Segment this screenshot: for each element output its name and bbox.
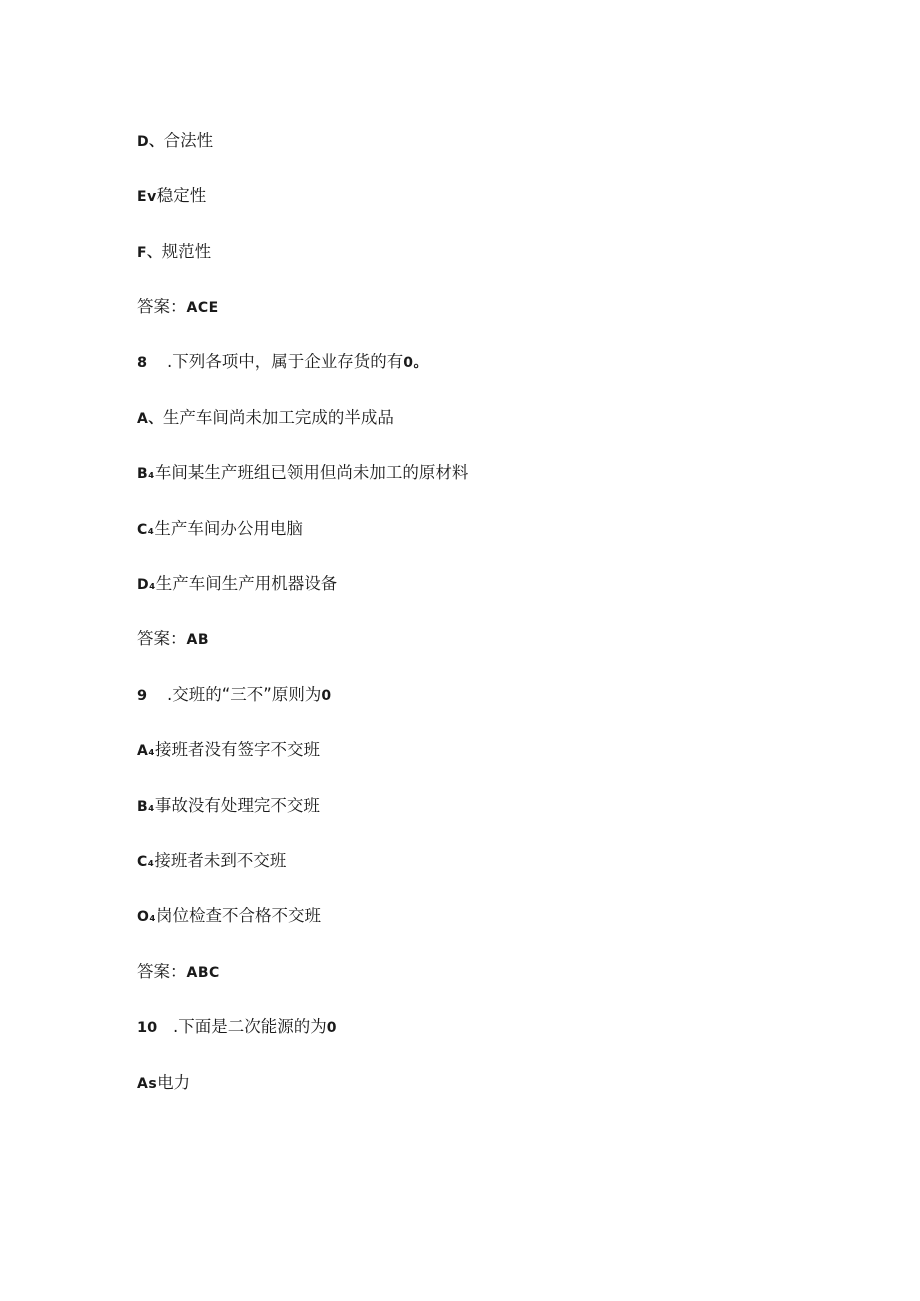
option-line [137, 850, 286, 873]
option-line [137, 905, 321, 928]
option-text: 规范性 [161, 242, 212, 261]
answer-label: 答案： [137, 297, 187, 316]
option-text: 车间某生产班组已领用但尚未加工的原材料 [154, 463, 469, 482]
option-text: 生产车间尚未加工完成的半成品 [162, 408, 394, 427]
question-blank: 0。 [403, 355, 428, 371]
question-text: .下面是二次能源的为 [173, 1017, 327, 1036]
question-blank: 0 [326, 1020, 337, 1036]
option-line [137, 573, 337, 596]
option-letter: B₄ [137, 466, 155, 482]
option-text: 生产车间生产用机器设备 [155, 574, 338, 593]
answer-value: ACE [186, 300, 219, 316]
option-text: 接班者未到不交班 [154, 851, 287, 870]
option-text: 事故没有处理完不交班 [154, 796, 320, 815]
option-letter: Ev [137, 189, 157, 205]
answer-line [137, 628, 209, 651]
option-letter: A、 [137, 411, 163, 427]
option-letter: C₄ [137, 854, 155, 870]
option-letter: A₄ [137, 743, 155, 759]
option-line [137, 130, 213, 153]
option-text: 接班者没有签字不交班 [154, 740, 320, 759]
answer-line [137, 961, 220, 984]
option-letter: O₄ [137, 909, 157, 925]
question-number: 8 [137, 355, 148, 371]
answer-line [137, 296, 219, 319]
option-line [137, 795, 320, 818]
answer-label: 答案： [137, 962, 187, 981]
question-blank: 0 [321, 688, 332, 704]
option-line [137, 185, 206, 208]
question-line [137, 684, 332, 707]
option-line [137, 1072, 190, 1095]
answer-label: 答案： [137, 629, 187, 648]
option-letter: D、 [137, 134, 164, 150]
question-text: .交班的“三不”原则为 [167, 685, 322, 704]
question-number: 9 [137, 688, 148, 704]
question-line [137, 1016, 337, 1039]
option-line [137, 462, 468, 485]
option-text: 合法性 [163, 131, 214, 150]
option-text: 生产车间办公用电脑 [154, 519, 303, 538]
option-letter: C₄ [137, 522, 155, 538]
option-text: 岗位检查不合格不交班 [156, 906, 322, 925]
option-line [137, 241, 211, 264]
option-text: 稳定性 [156, 186, 207, 205]
question-line [137, 351, 428, 374]
option-text: 电力 [157, 1073, 191, 1092]
option-line [137, 518, 303, 541]
question-text: .下列各项中，属于企业存货的有 [167, 352, 404, 371]
option-letter: As [137, 1076, 158, 1092]
option-letter: D₄ [137, 577, 156, 593]
option-letter: B₄ [137, 799, 155, 815]
option-line [137, 739, 320, 762]
answer-value: AB [186, 632, 210, 648]
question-number: 10 [137, 1020, 158, 1036]
option-line [137, 407, 394, 430]
answer-value: ABC [186, 965, 220, 981]
option-letter: F、 [137, 245, 162, 261]
